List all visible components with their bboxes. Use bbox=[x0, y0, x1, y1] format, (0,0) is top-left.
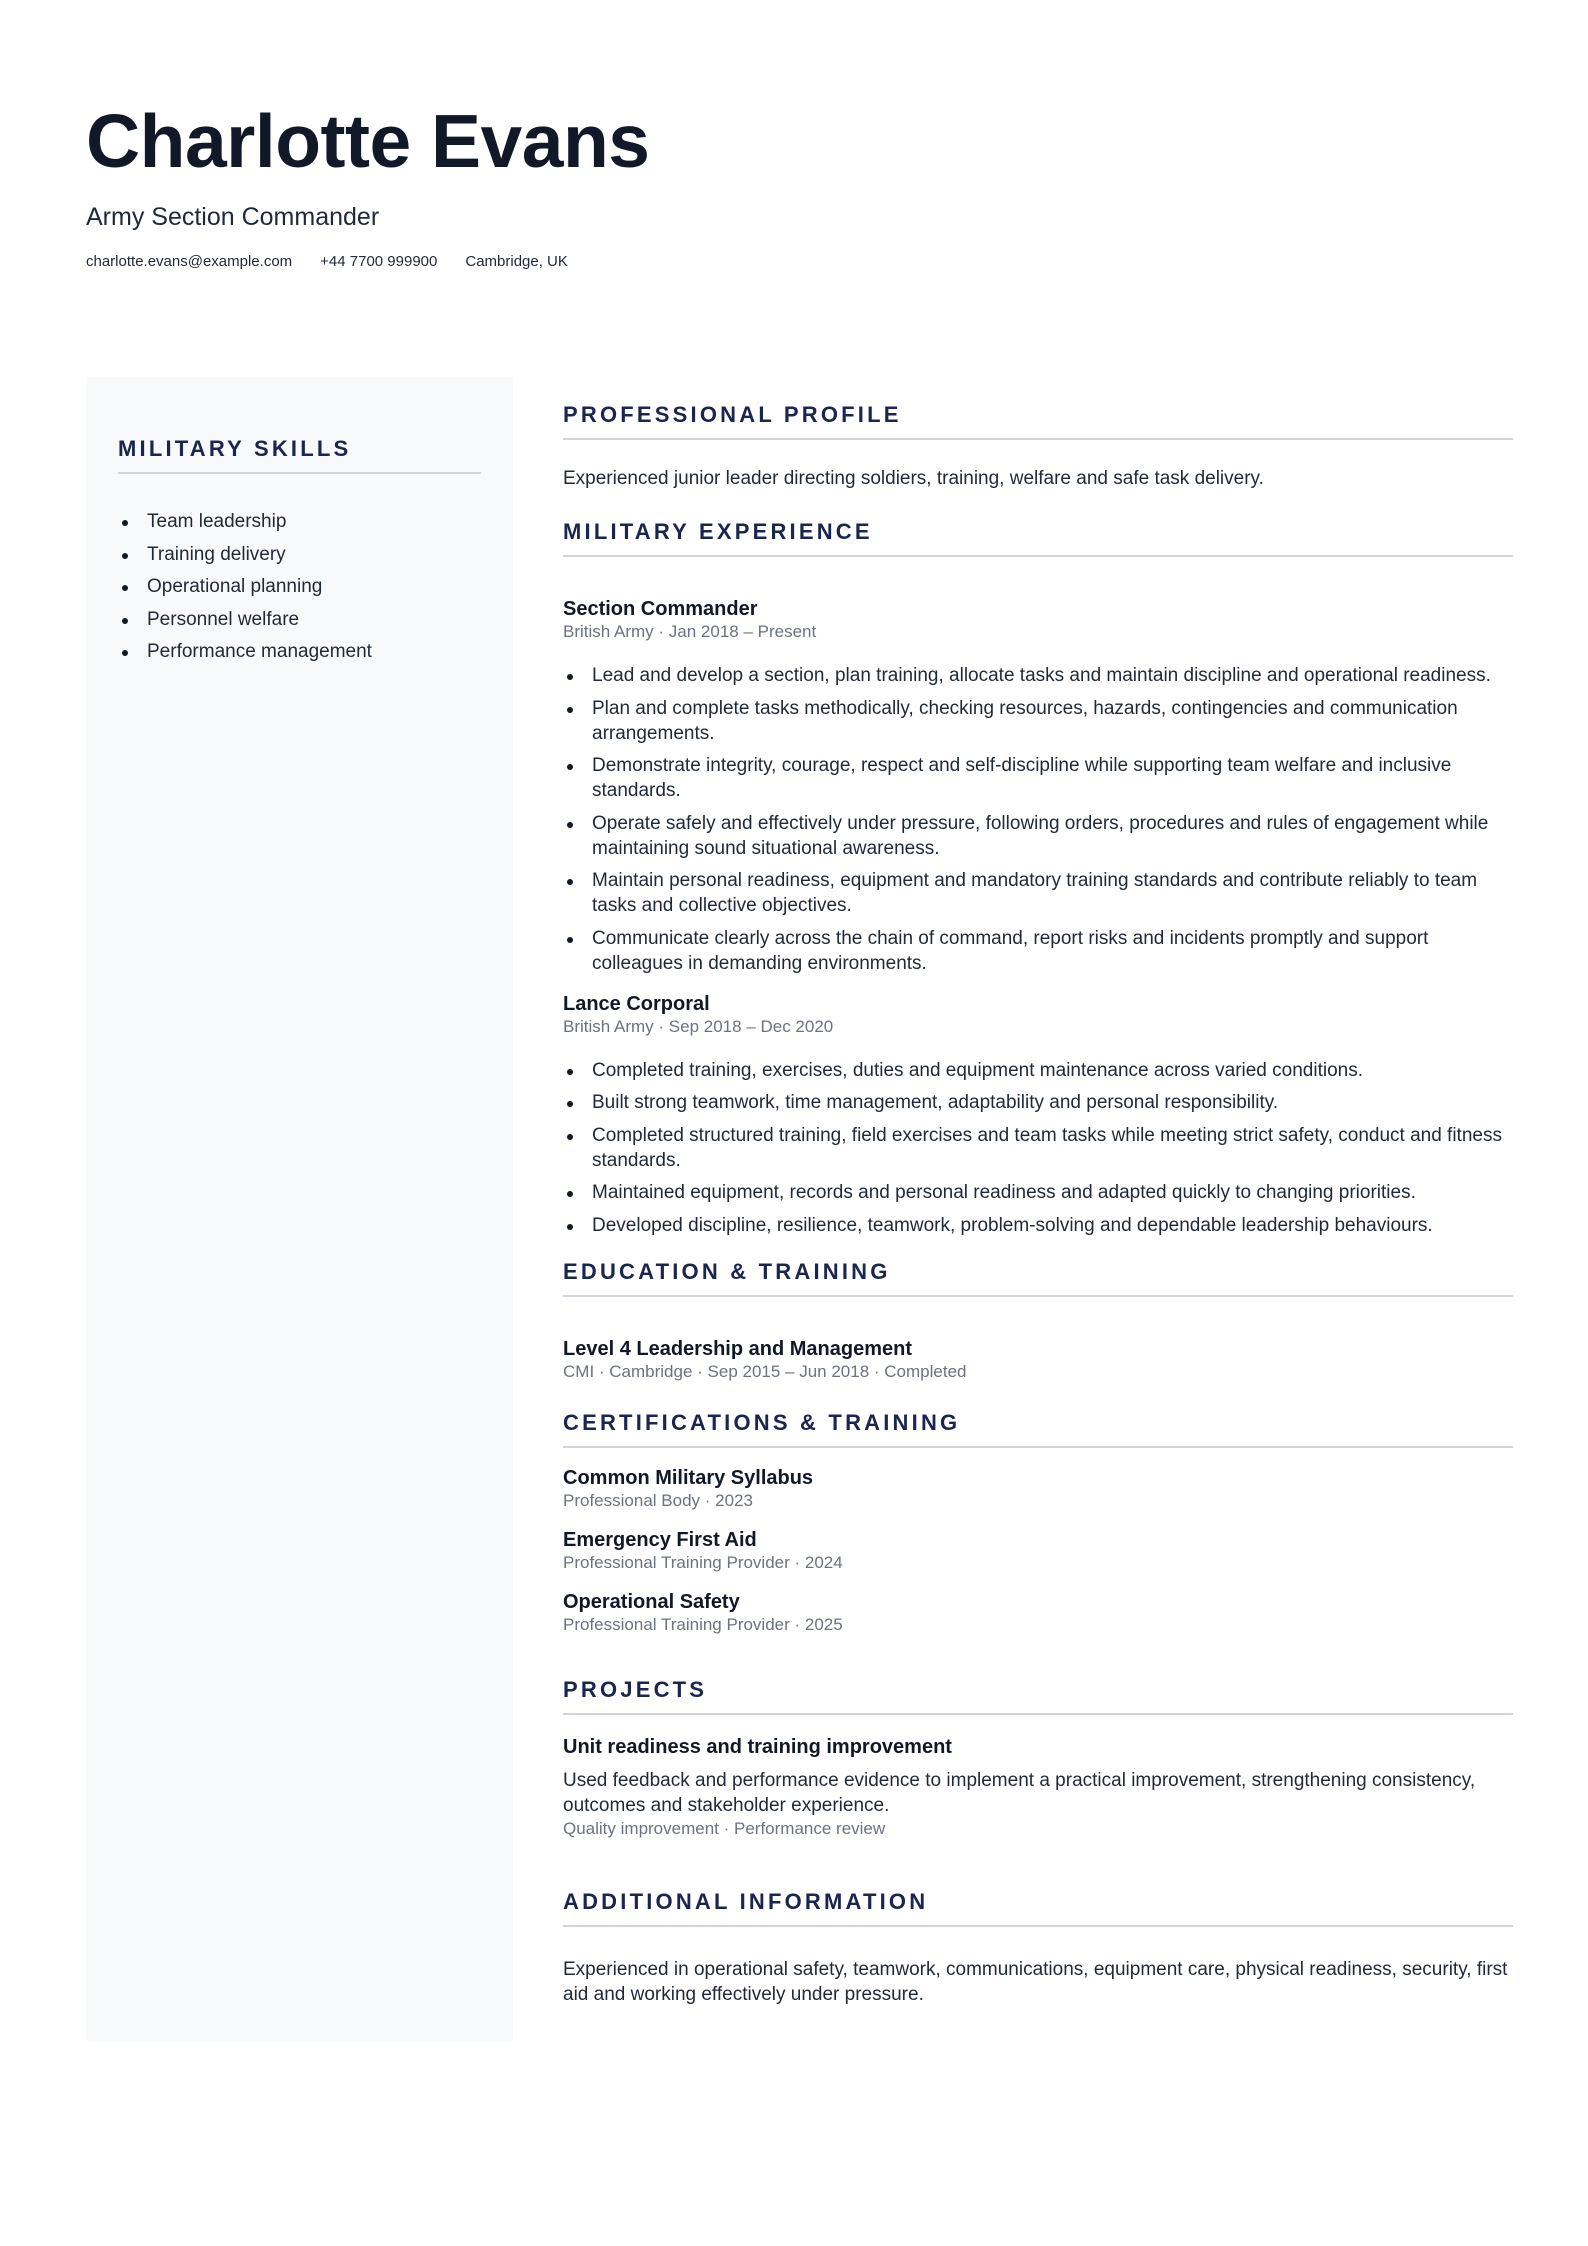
project-entry bbox=[563, 1735, 1513, 1840]
contact-email[interactable]: charlotte.evans@example.com bbox=[86, 253, 293, 270]
education-title: Level 4 Leadership and Management bbox=[563, 1337, 912, 1360]
projects-section bbox=[563, 1676, 1513, 1840]
resume-header bbox=[86, 96, 1506, 272]
certification-title: Emergency First Aid bbox=[563, 1528, 757, 1551]
project-title: Unit readiness and training improvement bbox=[563, 1735, 952, 1758]
job-bullet: Operate safely and effectively under pressure, following orders, procedures and rules of engagement while maintaining sound situational awareness. bbox=[563, 811, 1513, 861]
project-meta: Quality improvement · Performance review bbox=[563, 1818, 886, 1838]
profile-text: Experienced junior leader directing soldiers, training, welfare and safe task delivery. bbox=[563, 468, 1264, 489]
job-title: Lance Corporal bbox=[563, 992, 710, 1015]
skill-item: Training delivery bbox=[118, 539, 481, 572]
additional-heading: ADDITIONAL INFORMATION bbox=[563, 1888, 1513, 1927]
certification-meta: Professional Training Provider · 2024 bbox=[563, 1552, 843, 1572]
job-bullet: Developed discipline, resilience, teamwork, problem-solving and dependable leadership behaviours. bbox=[563, 1213, 1513, 1238]
candidate-name: Charlotte Evans bbox=[86, 99, 650, 183]
certification-title: Common Military Syllabus bbox=[563, 1466, 814, 1489]
education-entry bbox=[563, 1337, 1513, 1383]
contact-location: Cambridge, UK bbox=[465, 253, 568, 270]
job-meta: British Army · Jan 2018 – Present bbox=[563, 622, 817, 641]
certification-meta: Professional Body · 2023 bbox=[563, 1490, 753, 1510]
job-entry bbox=[563, 597, 1513, 976]
skill-item: Personnel welfare bbox=[118, 604, 481, 637]
job-bullets bbox=[563, 1058, 1513, 1238]
additional-text: Experienced in operational safety, teamwork, communications, equipment care, physical readiness, security, first aid and working effectively under pressure. bbox=[563, 1958, 1508, 2005]
job-title: Section Commander bbox=[563, 598, 758, 620]
education-section bbox=[563, 1258, 1513, 1383]
contact-phone[interactable]: +44 7700 999900 bbox=[320, 253, 438, 270]
education-heading: EDUCATION & TRAINING bbox=[563, 1258, 1513, 1297]
experience-heading: MILITARY EXPERIENCE bbox=[563, 518, 1513, 557]
candidate-role: Army Section Commander bbox=[86, 203, 380, 231]
job-bullet: Built strong teamwork, time management, adaptability and personal responsibility. bbox=[563, 1090, 1513, 1115]
contact-row bbox=[86, 252, 1506, 272]
job-bullet: Maintained equipment, records and personal readiness and adapted quickly to changing priorities. bbox=[563, 1180, 1513, 1205]
projects-heading: PROJECTS bbox=[563, 1676, 1513, 1715]
job-bullet: Communicate clearly across the chain of command, report risks and incidents promptly and support colleagues in demanding environments. bbox=[563, 926, 1513, 976]
education-meta: CMI · Cambridge · Sep 2015 – Jun 2018 · Completed bbox=[563, 1361, 967, 1381]
certifications-heading: CERTIFICATIONS & TRAINING bbox=[563, 1409, 1513, 1448]
job-bullet: Maintain personal readiness, equipment and mandatory training standards and contribute reliably to team tasks and collective objectives. bbox=[563, 868, 1513, 918]
certification-entry bbox=[563, 1590, 1513, 1636]
sidebar bbox=[86, 377, 513, 2041]
skill-item: Performance management bbox=[118, 636, 481, 669]
skill-item: Team leadership bbox=[118, 506, 481, 539]
certification-title: Operational Safety bbox=[563, 1590, 740, 1613]
job-bullets bbox=[563, 663, 1513, 976]
certifications-section bbox=[563, 1409, 1513, 1636]
skills-list bbox=[118, 506, 481, 669]
job-bullet: Completed structured training, field exercises and team tasks while meeting strict safety, conduct and fitness standards. bbox=[563, 1123, 1513, 1173]
skill-item: Operational planning bbox=[118, 571, 481, 604]
certification-meta: Professional Training Provider · 2025 bbox=[563, 1614, 843, 1634]
job-bullet: Demonstrate integrity, courage, respect and self-discipline while supporting team welfare and inclusive standards. bbox=[563, 753, 1513, 803]
project-text: Used feedback and performance evidence to implement a practical improvement, strengthening consistency, outcomes and stakeholder experience. bbox=[563, 1769, 1476, 1816]
skills-heading: MILITARY SKILLS bbox=[118, 435, 481, 474]
job-bullet: Plan and complete tasks methodically, checking resources, hazards, contingencies and communication arrangements. bbox=[563, 696, 1513, 746]
experience-section bbox=[563, 518, 1513, 1238]
profile-section bbox=[563, 401, 1513, 491]
job-entry bbox=[563, 992, 1513, 1238]
profile-heading: PROFESSIONAL PROFILE bbox=[563, 401, 1513, 440]
additional-section bbox=[563, 1888, 1513, 2007]
job-meta: British Army · Sep 2018 – Dec 2020 bbox=[563, 1016, 834, 1036]
certification-entry bbox=[563, 1466, 1513, 1512]
job-bullet: Completed training, exercises, duties and equipment maintenance across varied conditions. bbox=[563, 1058, 1513, 1083]
certification-entry bbox=[563, 1528, 1513, 1574]
main-content bbox=[563, 401, 1513, 2007]
job-bullet: Lead and develop a section, plan training, allocate tasks and maintain discipline and operational readiness. bbox=[563, 663, 1513, 688]
